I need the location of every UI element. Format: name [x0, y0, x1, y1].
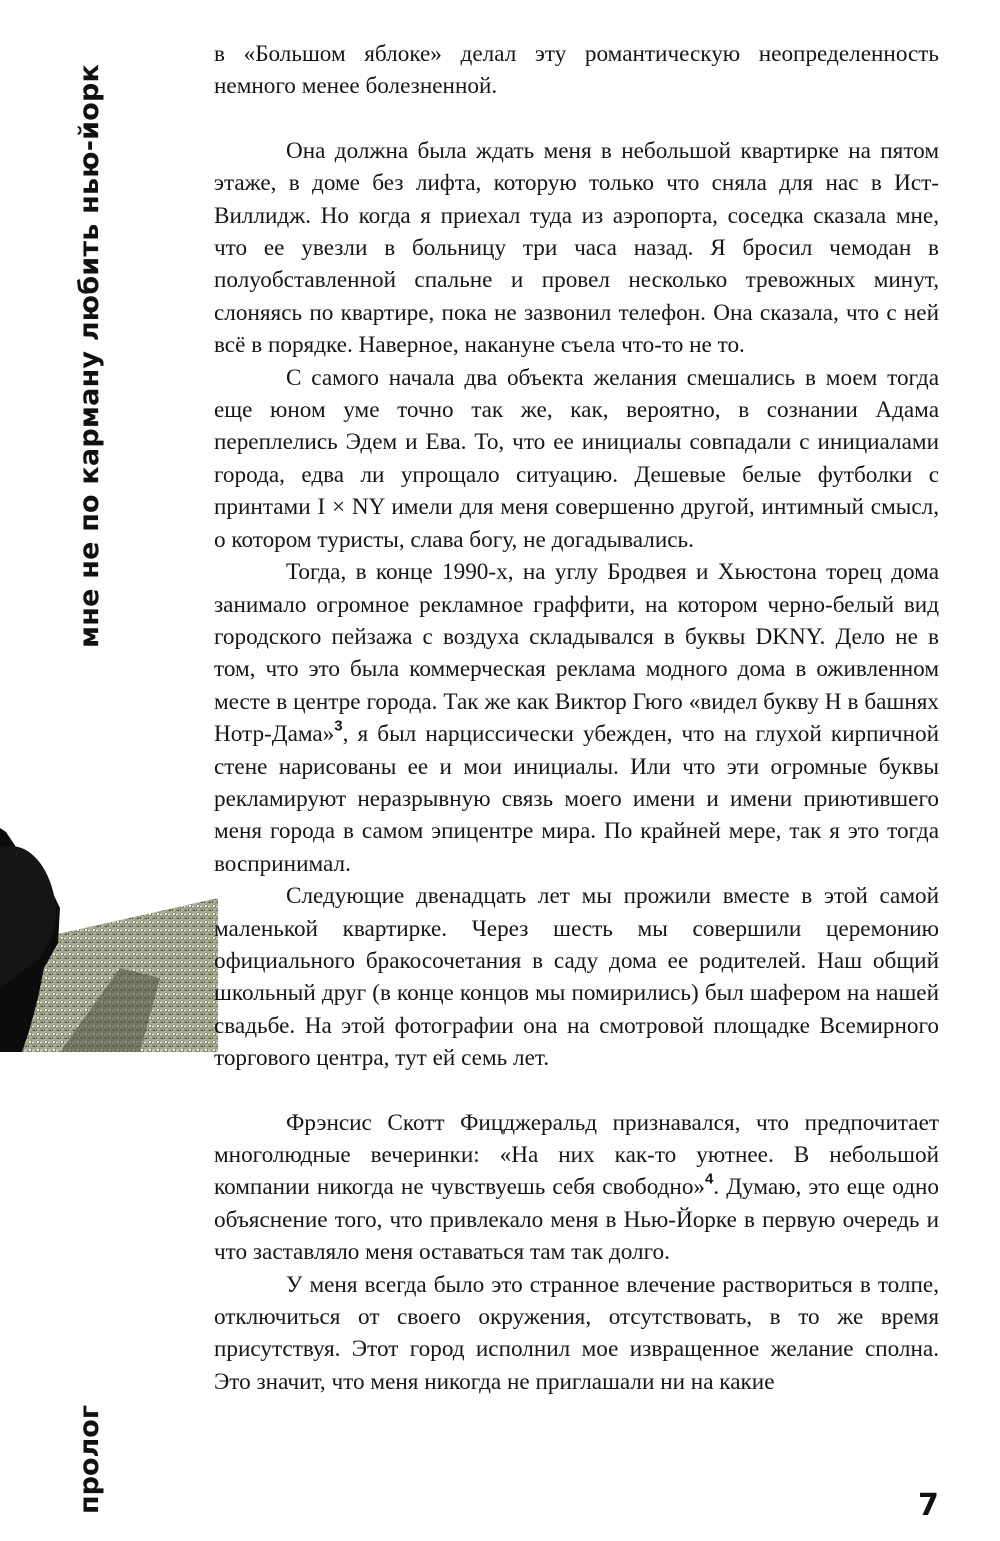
paragraph: Следующие двенадцать лет мы прожили вместе в этой самой маленькой квартирке. Через шесть мы совершили церемонию официального бракосочетания в саду дома ее родителей. Наш общий школьный друг (в конце концов мы помирились) был шафером на нашей свадьбе. На этой фотографии она на смотровой площадке Всемирного торгового центра, тут ей семь лет.: [214, 883, 939, 1072]
book-title: мне не по карману любить нью-йорк: [74, 63, 105, 648]
footnote-ref-4[interactable]: 4: [705, 1170, 714, 1188]
paragraph-text: Тогда, в конце 1990-х, на углу Бродвея и Хьюстона торец дома занимало огромное рекламное граффити, на котором черно-белый вид городского пейзажа с воздуха складывался в буквы DKNY. Дело не в том, что это была коммерческая реклама модного дома в оживленном месте в центре города. Так же как Виктор Гюго «видел букву H в башнях Нотр-Дама»: [214, 559, 939, 748]
section-title: пролог: [74, 1405, 105, 1514]
paragraph: Она должна была ждать меня в небольшой квартирке на пятом этаже, в доме без лифта, которую только что сняла для нас в Ист-Виллидж. Но когда я приехал туда из аэропорта, соседка сказала мне, что ее увезли в больницу три часа назад. Я бросил чемодан в полуобставленной спальне и провел несколько тревожных минут, слоняясь по квартире, пока не зазвонил телефон. Она сказала, что с ней всё в порядке. Наверное, накануне съела что-то не то.: [214, 137, 939, 359]
page-number: 7: [918, 1488, 939, 1523]
paragraph-text: . Думаю, это еще одно объяснение того, что привлекало меня в Нью-Йорке в первую очередь и что заставляло меня оставаться там так долго.: [214, 1174, 939, 1266]
running-head: [24, 0, 105, 1541]
paragraph-text: Фрэнсис Скотт Фицджеральд признавался, что предпочитает многолюдные вечеринки: «На них как-то уютнее. В небольшой компании никогда не чувствуешь себя свободно»: [214, 1109, 939, 1201]
paragraph: в «Большом яблоке» делал эту романтическую неопределенность немного менее болезненной.: [214, 41, 939, 100]
aerial-photo: [0, 828, 218, 1052]
paragraph: С самого начала два объекта желания смешались в моем тогда еще юном уме точно так же, как, вероятно, в сознании Адама переплелись Эдем и Ева. То, что ее инициалы совпадали с инициалами города, едва ли упрощало ситуацию. Дешевые белые футболки с принтами I × NY имели для меня совершенно другой, интимный смысл, о котором туристы, слава богу, не догадывались.: [214, 364, 939, 553]
paragraph-text: , я был нарциссически убежден, что на глухой кирпичной стене нарисованы ее и мои инициалы. Или что эти огромные буквы рекламируют неразрывную связь моего имени и имени приютившего меня города в самом эпицентре мира. По крайней мере, так я это тогда воспринимал.: [214, 721, 939, 877]
paragraph: [214, 1107, 939, 1269]
paragraph: У меня всегда было это странное влечение раствориться в толпе, отключиться от своего окружения, отсутствовать, в то же время присутствуя. Этот город исполнил мое извращенное желание сполна. Это значит, что меня никогда не приглашали ни на какие: [214, 1271, 939, 1395]
footnote-ref-3[interactable]: 3: [334, 717, 343, 735]
body-text: [214, 38, 939, 1398]
paragraph: [214, 556, 939, 880]
